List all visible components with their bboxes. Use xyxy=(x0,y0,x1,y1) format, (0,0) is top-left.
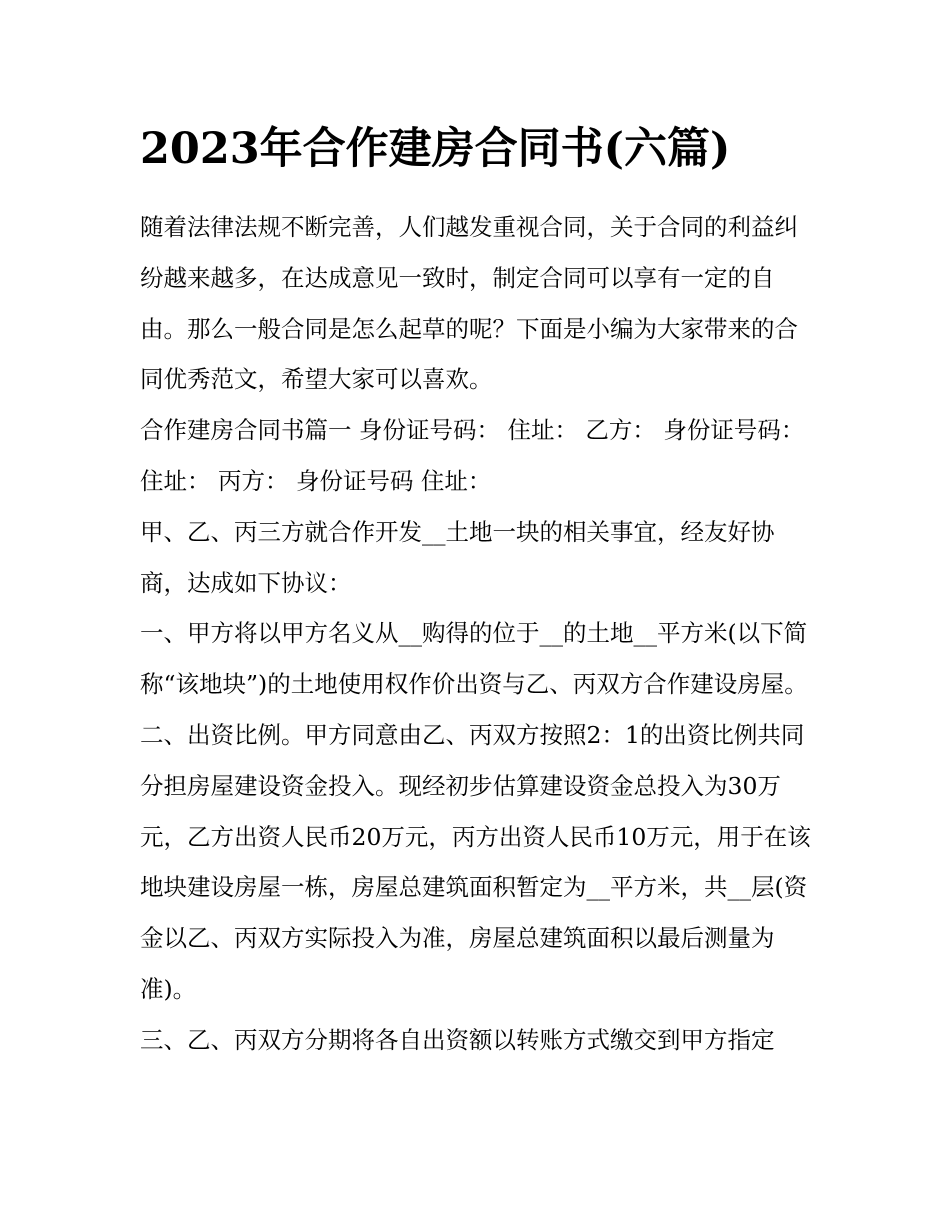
paragraph-agreement: 甲、乙、丙三方就合作开发__土地一块的相关事宜，经友好协商，达成如下协议： xyxy=(140,517,775,597)
document-content xyxy=(140,118,820,1066)
document-title: 2023年合作建房合同书(六篇) xyxy=(140,124,731,174)
paragraph-intro: 随着法律法规不断完善，人们越发重视合同，关于合同的利益纠纷越来越多，在达成意见一致时，制定合同可以享有一定的自由。那么一般合同是怎么起草的呢？下面是小编为大家带来的合同优秀范文，希望大家可以喜欢。 xyxy=(140,213,798,394)
paragraph-clause-2: 二、出资比例。甲方同意由乙、丙双方按照2：1的出资比例共同分担房屋建设资金投入。现经初步估算建设资金总投入为30万元，乙方出资人民币20万元，丙方出资人民币10万元，用于在该地块建设房屋一栋，房屋总建筑面积暂定为__平方米，共__层(资金以乙、丙双方实际投入为准，房屋总建筑面积以最后测量为准)。 xyxy=(140,720,811,1003)
document-body xyxy=(140,202,820,1066)
paragraph-parties: 合作建房合同书篇一 身份证号码： 住址： 乙方： 身份证号码： 住址： 丙方： 身份证号码 住址： xyxy=(140,416,805,495)
paragraph-clause-3: 三、乙、丙双方分期将各自出资额以转账方式缴交到甲方指定 xyxy=(140,1025,775,1054)
paragraph-clause-1: 一、甲方将以甲方名义从__购得的位于__的土地__平方米(以下简称“该地块”)的土地使用权作价出资与乙、丙双方合作建设房屋。 xyxy=(140,619,808,699)
